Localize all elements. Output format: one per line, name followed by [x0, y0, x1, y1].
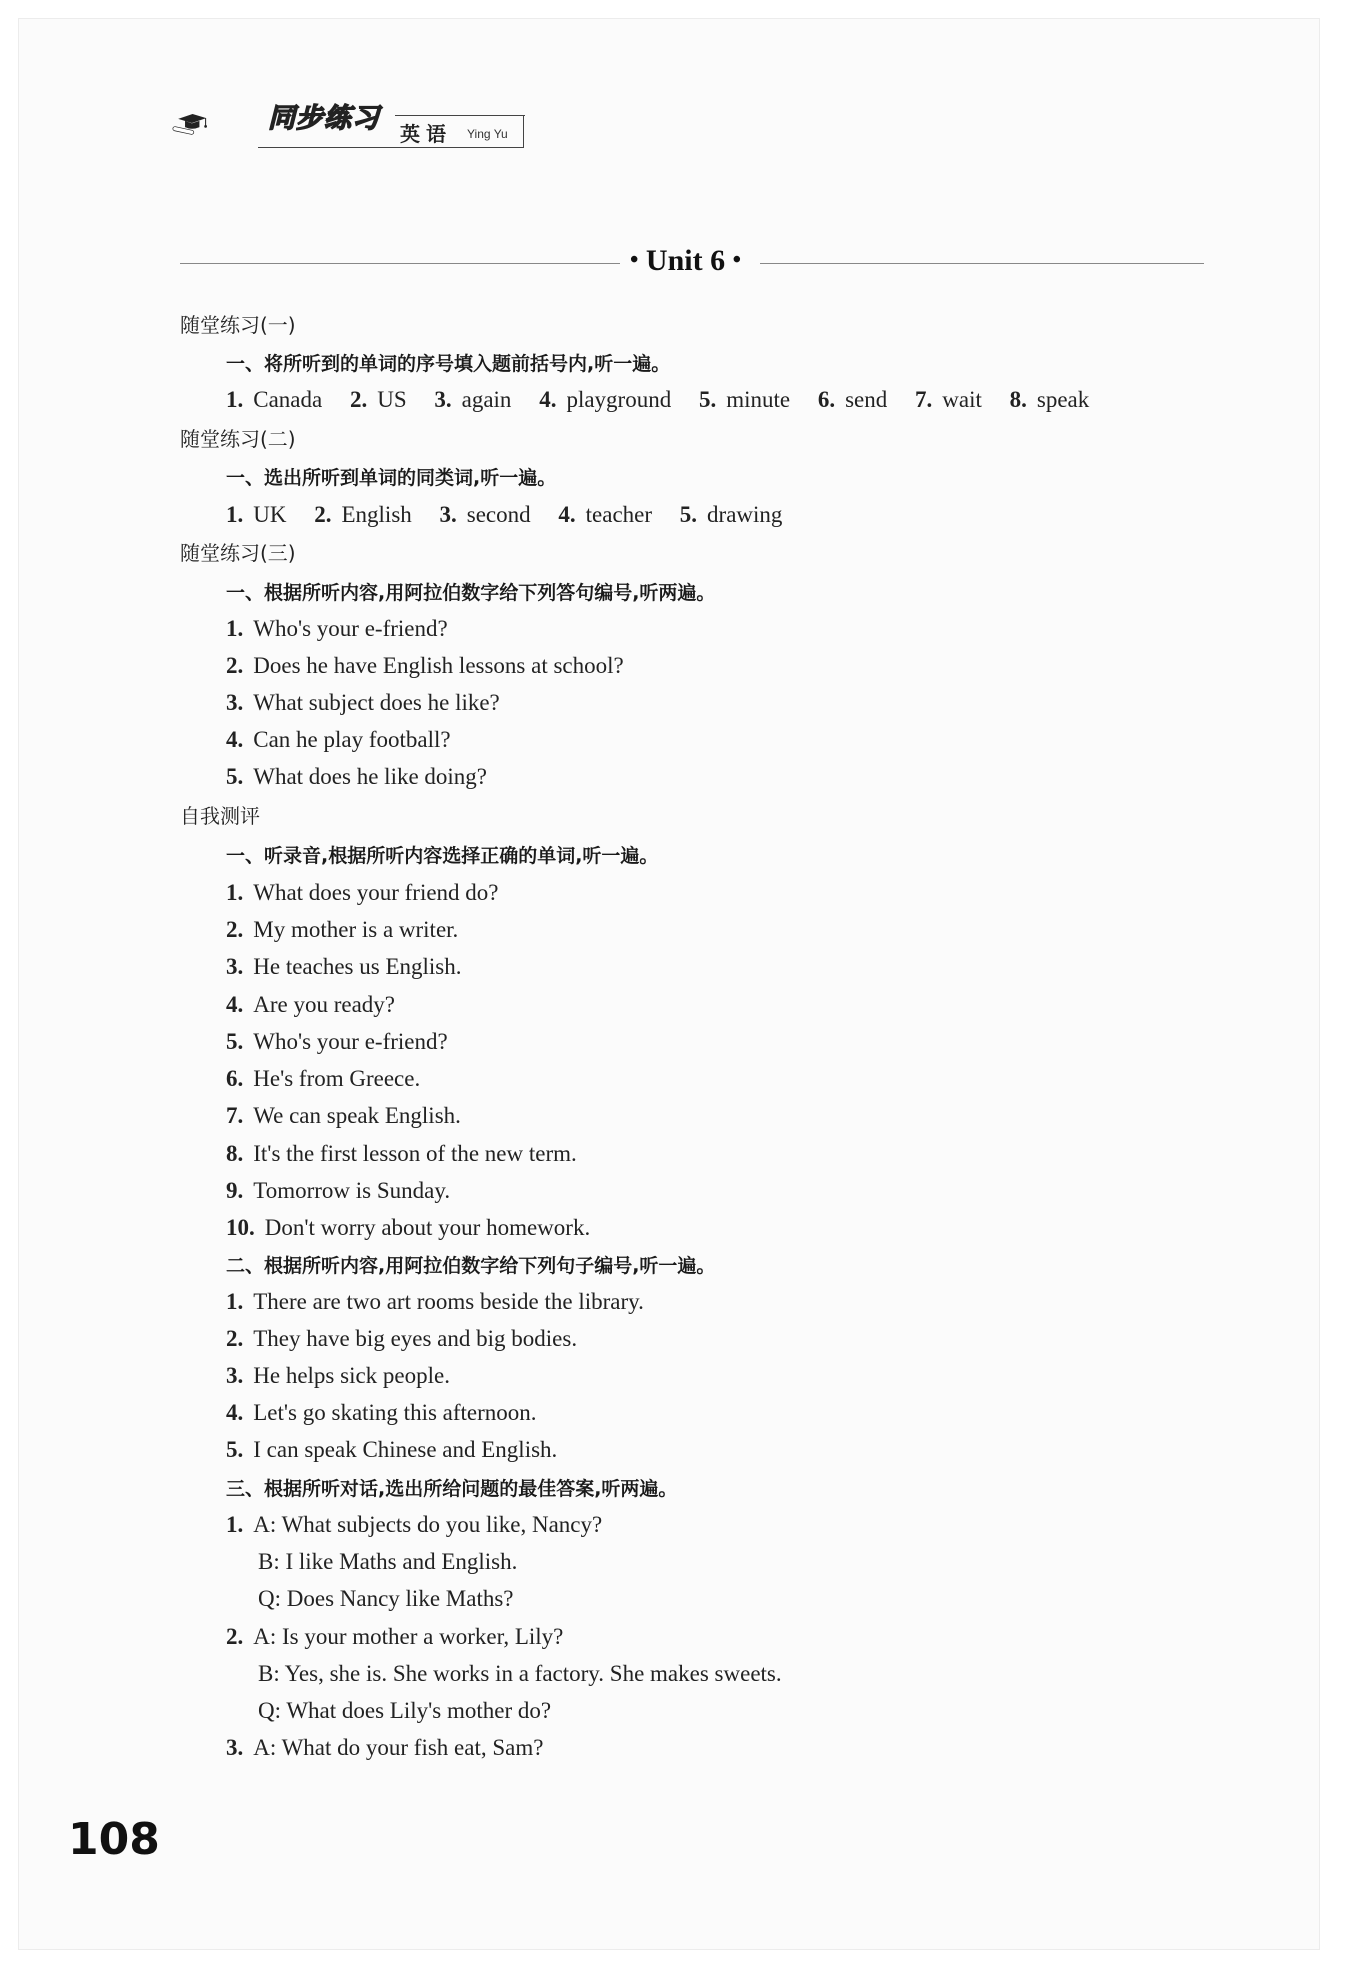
instruction: 一、将所听到的单词的序号填入题前括号内,听一遍。	[226, 353, 671, 375]
list-item: 4. Are you ready?	[226, 992, 396, 1017]
list-item: 4. Let's go skating this afternoon.	[226, 1400, 537, 1425]
header-rule	[258, 147, 524, 148]
instruction: 一、根据所听内容,用阿拉伯数字给下列答句编号,听两遍。	[226, 582, 716, 604]
word-item: English	[341, 502, 412, 527]
list-item: 3. He helps sick people.	[226, 1363, 450, 1388]
title-rule-right	[760, 263, 1204, 264]
word-item: minute	[726, 387, 791, 412]
list-item: 2. Does he have English lessons at school?	[226, 653, 624, 678]
section-heading: 随堂练习(三)	[180, 541, 296, 565]
unit-title: • Unit 6 •	[630, 244, 741, 277]
header-rule	[523, 115, 524, 148]
dialogue-line: Q: Does Nancy like Maths?	[258, 1586, 514, 1611]
dialogue-line: 3. A: What do your fish eat, Sam?	[226, 1735, 544, 1760]
list-item: 4. Can he play football?	[226, 727, 451, 752]
word-item: Canada	[253, 387, 323, 412]
list-item: 6. He's from Greece.	[226, 1066, 421, 1091]
word-item: US	[377, 387, 407, 412]
word-item: wait	[942, 387, 982, 412]
word-item: second	[466, 502, 531, 527]
list-item: 5. Who's your e-friend?	[226, 1029, 448, 1054]
list-item: 2. They have big eyes and big bodies.	[226, 1326, 578, 1351]
instruction: 一、听录音,根据所听内容选择正确的单词,听一遍。	[226, 845, 659, 867]
list-item: 1. Who's your e-friend?	[226, 616, 448, 641]
word-item: drawing	[707, 502, 783, 527]
list-item: 2. My mother is a writer.	[226, 917, 459, 942]
series-title: 同步练习	[268, 103, 380, 134]
instruction: 二、根据所听内容,用阿拉伯数字给下列句子编号,听一遍。	[226, 1255, 716, 1277]
list-item: 1. There are two art rooms beside the library.	[226, 1289, 644, 1314]
list-item: 3. He teaches us English.	[226, 954, 462, 979]
section-heading: 随堂练习(一)	[180, 313, 296, 337]
dialogue-line: B: Yes, she is. She works in a factory. She makes sweets.	[258, 1661, 782, 1686]
list-item: 5. I can speak Chinese and English.	[226, 1437, 558, 1462]
word-item: send	[845, 387, 888, 412]
word-item: speak	[1036, 387, 1090, 412]
dialogue-line: 2. A: Is your mother a worker, Lily?	[226, 1624, 564, 1649]
instruction: 一、选出所听到单词的同类词,听一遍。	[226, 467, 557, 489]
section-heading: 自我测评	[180, 804, 260, 828]
word-item: playground	[566, 387, 672, 412]
list-item: 7. We can speak English.	[226, 1103, 461, 1128]
word-list: 1. Canada 2. US 3. again 4. playground 5. minute 6. send 7. wait 8. speak	[226, 387, 1090, 412]
list-item: 8. It's the first lesson of the new term.	[226, 1141, 577, 1166]
instruction: 三、根据所听对话,选出所给问题的最佳答案,听两遍。	[226, 1478, 678, 1500]
dialogue-line: 1. A: What subjects do you like, Nancy?	[226, 1512, 603, 1537]
list-item: 1. What does your friend do?	[226, 880, 499, 905]
dialogue-line: B: I like Maths and English.	[258, 1549, 518, 1574]
list-item: 10. Don't worry about your homework.	[226, 1215, 591, 1240]
section-heading: 随堂练习(二)	[180, 427, 296, 451]
word-item: UK	[253, 502, 287, 527]
subject-pinyin: Ying Yu	[467, 127, 508, 141]
dialogue-line: Q: What does Lily's mother do?	[258, 1698, 552, 1723]
header-rule	[395, 115, 525, 116]
list-item: 9. Tomorrow is Sunday.	[226, 1178, 451, 1203]
subject-label: 英语	[400, 122, 452, 146]
word-item: again	[461, 387, 512, 412]
page-number: 108	[68, 1814, 160, 1865]
list-item: 3. What subject does he like?	[226, 690, 500, 715]
word-item: teacher	[585, 502, 653, 527]
word-list: 1. UK 2. English 3. second 4. teacher 5. drawing	[226, 502, 783, 527]
list-item: 5. What does he like doing?	[226, 764, 488, 789]
title-rule-left	[180, 263, 620, 264]
